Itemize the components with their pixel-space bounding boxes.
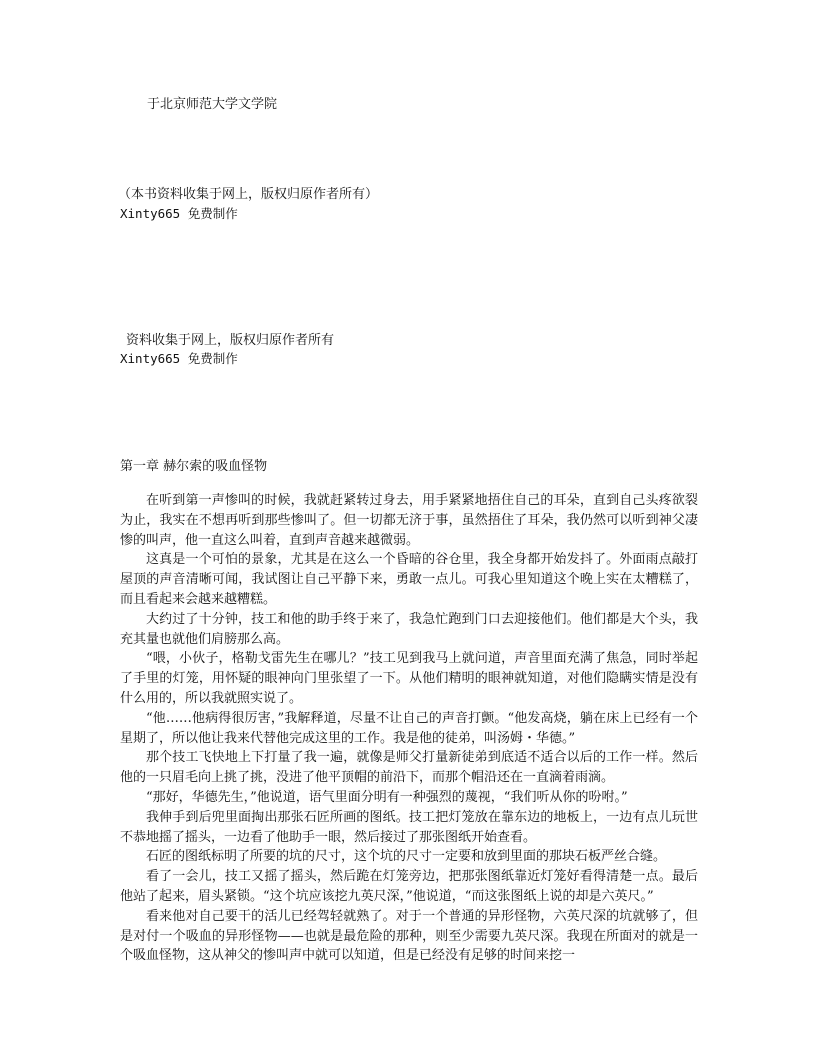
paragraph: “那好，华德先生，”他说道，语气里面分明有一种强烈的蔑视，“我们听从你的吩咐。” — [146, 789, 628, 805]
paragraph: 石匠的图纸标明了所要的坑的尺寸，这个坑的尺寸一定要和放到里面的那块石板严丝合缝。 — [146, 849, 667, 865]
paragraph: 这真是一个可怕的景象，尤其是在这么一个昏暗的谷仓里，我全身都开始发抖了。外面雨点敲打屋顶的声音清晰可闻，我试图让自己平静下来，勇敢一点儿。可我心里知道这个晚上实在太糟糕了，而且看起来会越来越糟糕。 — [120, 552, 698, 607]
maker-credit: Xinty665 免费制作 — [120, 351, 238, 366]
paragraph: 大约过了十分钟，技工和他的助手终于来了，我急忙跑到门口去迎接他们。他们都是大个头，我充其量也就他们肩膀那么高。 — [120, 611, 698, 647]
copyright-notice-short: 资料收集于网上，版权归原作者所有 — [126, 333, 335, 348]
paragraph: 看了一会儿，技工又摇了摇头，然后跪在灯笼旁边，把那张图纸靠近灯笼好看得清楚一点。最后他站了起来，眉头紧锁。“这个坑应该挖九英尺深，”他说道，“而这张图纸上说的却是六英尺。” — [120, 869, 698, 904]
paragraph: 看来他对自己要干的活儿已经驾轻就熟了。对于一个普通的异形怪物，六英尺深的坑就够了，但是对付一个吸血的异形怪物——也就是最危险的那种，则至少需要九英尺深。我现在所面对的就是一个吸血怪物，这从神父的惨叫声中就可以知道，但是已经没有足够的时间来挖一 — [120, 908, 698, 964]
location-line: 于北京师范大学文学院 — [147, 97, 278, 112]
paragraph: “喂，小伙子，格勒戈雷先生在哪儿？”技工见到我马上就问道，声音里面充满了焦急，同时举起了手里的灯笼，用怀疑的眼神向门里张望了一下。从他们精明的眼神就知道，对他们隐瞒实情是没有什么用的，所以我就照实说了。 — [120, 651, 698, 706]
copyright-notice: （本书资料收集于网上，版权归原作者所有） — [118, 187, 379, 202]
paragraph: 我伸手到后兜里面掏出那张石匠所画的图纸。技工把灯笼放在靠东边的地板上，一边有点儿玩世不恭地摇了摇头，一边看了他助手一眼，然后接过了那张图纸开始查看。 — [120, 809, 698, 845]
maker-credit: Xinty665 免费制作 — [120, 206, 238, 221]
paragraph: “他……他病得很厉害，”我解释道，尽量不让自己的声音打颤。“他发高烧，躺在床上已经有一个星期了，所以他让我来代替他完成这里的工作。我是他的徒弟，叫汤姆・华德。” — [120, 710, 698, 746]
chapter-title: 第一章 赫尔索的吸血怪物 — [120, 459, 268, 474]
paragraph: 在听到第一声惨叫的时候，我就赶紧转过身去，用手紧紧地捂住自己的耳朵，直到自己头疼欲裂为止，我实在不想再听到那些惨叫了。但一切都无济于事，虽然捂住了耳朵，我仍然可以听到神父凄惨的叫声，他一直这么叫着，直到声音越来越微弱。 — [120, 493, 698, 548]
paragraph: 那个技工飞快地上下打量了我一遍，就像是师父打量新徒弟到底适不适合以后的工作一样。然后他的一只眉毛向上挑了挑，没进了他平顶帽的前沿下，而那个帽沿还在一直滴着雨滴。 — [120, 750, 698, 786]
chapter-body — [120, 491, 698, 966]
